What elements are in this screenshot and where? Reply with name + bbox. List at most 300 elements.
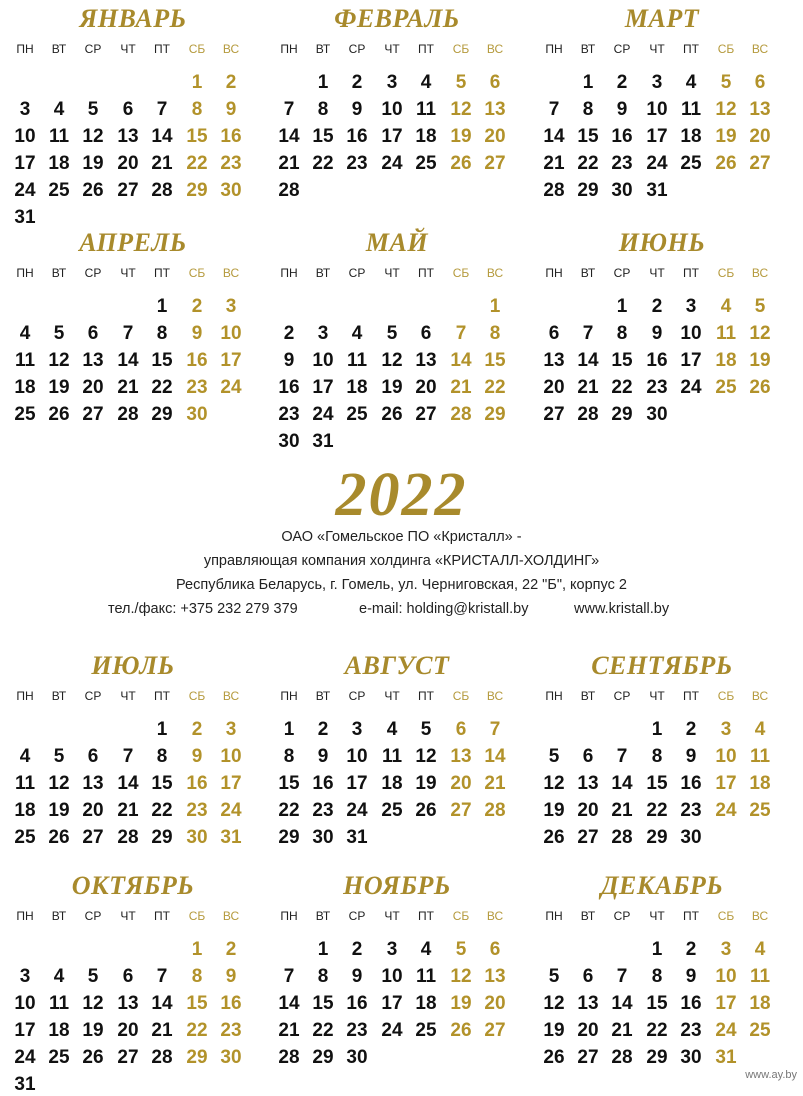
day-cell: 9 bbox=[317, 746, 329, 767]
day-cell: 1 bbox=[156, 296, 168, 317]
weekday-label: СР bbox=[348, 689, 366, 703]
weekday-label: ЧТ bbox=[384, 266, 400, 280]
day-cell: 4 bbox=[19, 746, 31, 767]
day-cell: 19 bbox=[48, 377, 70, 398]
day-cell: 12 bbox=[82, 126, 104, 147]
day-cell: 12 bbox=[749, 323, 771, 344]
day-cell: 13 bbox=[543, 350, 565, 371]
day-cell: 27 bbox=[82, 827, 104, 848]
day-cell: 21 bbox=[278, 1020, 300, 1041]
day-cell: 12 bbox=[82, 993, 104, 1014]
day-cell: 1 bbox=[156, 719, 168, 740]
day-cell: 16 bbox=[220, 993, 242, 1014]
month-name: ИЮЛЬ bbox=[91, 651, 175, 680]
day-cell: 17 bbox=[220, 773, 242, 794]
day-cell: 26 bbox=[82, 1047, 104, 1068]
day-cell: 14 bbox=[611, 993, 633, 1014]
day-cell: 2 bbox=[685, 719, 697, 740]
day-cell: 7 bbox=[616, 966, 628, 987]
day-cell: 27 bbox=[577, 1047, 599, 1068]
day-cell: 26 bbox=[450, 1020, 472, 1041]
weekday-label: ПТ bbox=[683, 909, 699, 923]
day-cell: 7 bbox=[122, 746, 134, 767]
weekday-label: ЧТ bbox=[649, 266, 665, 280]
day-cell: 11 bbox=[749, 966, 771, 987]
day-cell: 1 bbox=[616, 296, 628, 317]
day-cell: 23 bbox=[680, 1020, 702, 1041]
day-cell: 2 bbox=[225, 939, 237, 960]
day-cell: 5 bbox=[754, 296, 766, 317]
day-cell: 27 bbox=[577, 827, 599, 848]
day-cell: 28 bbox=[611, 827, 633, 848]
day-cell: 11 bbox=[415, 966, 437, 987]
day-cell: 30 bbox=[312, 827, 334, 848]
day-cell: 1 bbox=[283, 719, 295, 740]
day-cell: 9 bbox=[225, 99, 237, 120]
weekday-label: ВТ bbox=[580, 266, 596, 280]
day-cell: 13 bbox=[117, 126, 139, 147]
weekday-label: ВТ bbox=[580, 909, 596, 923]
day-cell: 10 bbox=[381, 99, 403, 120]
day-cell: 5 bbox=[87, 99, 99, 120]
weekday-label: СР bbox=[348, 909, 366, 923]
day-cell: 19 bbox=[48, 800, 70, 821]
day-cell: 30 bbox=[220, 180, 242, 201]
day-cell: 21 bbox=[611, 1020, 633, 1041]
day-cell: 2 bbox=[225, 72, 237, 93]
day-cell: 4 bbox=[53, 99, 65, 120]
weekday-label: ВТ bbox=[315, 909, 331, 923]
website-link[interactable]: www.kristall.by bbox=[574, 601, 670, 617]
day-cell: 10 bbox=[346, 746, 368, 767]
weekday-label: ПТ bbox=[418, 42, 434, 56]
day-cell: 3 bbox=[225, 719, 237, 740]
month-name: АВГУСТ bbox=[344, 651, 450, 680]
day-cell: 12 bbox=[543, 993, 565, 1014]
day-cell: 2 bbox=[351, 939, 363, 960]
day-cell: 30 bbox=[680, 1047, 702, 1068]
day-cell: 11 bbox=[346, 350, 368, 371]
day-cell: 3 bbox=[19, 966, 31, 987]
day-cell: 8 bbox=[651, 746, 663, 767]
day-cell: 24 bbox=[715, 1020, 737, 1041]
day-cell: 26 bbox=[543, 827, 565, 848]
day-cell: 30 bbox=[646, 404, 668, 425]
day-cell: 26 bbox=[82, 180, 104, 201]
day-cell: 21 bbox=[484, 773, 506, 794]
day-cell: 20 bbox=[117, 1020, 139, 1041]
day-cell: 5 bbox=[548, 966, 560, 987]
day-cell: 11 bbox=[749, 746, 771, 767]
weekday-label: ВТ bbox=[51, 689, 67, 703]
day-cell: 7 bbox=[122, 323, 134, 344]
day-cell: 4 bbox=[19, 323, 31, 344]
day-cell: 3 bbox=[19, 99, 31, 120]
day-cell: 21 bbox=[117, 800, 139, 821]
day-cell: 19 bbox=[543, 1020, 565, 1041]
day-cell: 24 bbox=[381, 1020, 403, 1041]
weekday-label: ПТ bbox=[418, 266, 434, 280]
day-cell: 24 bbox=[381, 153, 403, 174]
month-name: ОКТЯБРЬ bbox=[71, 871, 195, 900]
day-cell: 10 bbox=[646, 99, 668, 120]
day-cell: 5 bbox=[455, 939, 467, 960]
day-cell: 20 bbox=[484, 993, 506, 1014]
day-cell: 14 bbox=[151, 993, 173, 1014]
weekday-label: СБ bbox=[452, 909, 470, 923]
weekday-label: СБ bbox=[717, 689, 735, 703]
day-cell: 16 bbox=[186, 350, 208, 371]
day-cell: 20 bbox=[543, 377, 565, 398]
day-cell: 30 bbox=[346, 1047, 368, 1068]
day-cell: 30 bbox=[278, 431, 300, 452]
day-cell: 12 bbox=[715, 99, 737, 120]
weekday-label: ВТ bbox=[315, 689, 331, 703]
day-cell: 20 bbox=[415, 377, 437, 398]
day-cell: 28 bbox=[278, 180, 300, 201]
day-cell: 13 bbox=[484, 99, 506, 120]
weekday-label: ПН bbox=[16, 689, 34, 703]
day-cell: 18 bbox=[415, 126, 437, 147]
weekday-label: ВС bbox=[486, 689, 504, 703]
day-cell: 18 bbox=[381, 773, 403, 794]
day-cell: 28 bbox=[151, 180, 173, 201]
weekday-label: ПН bbox=[545, 909, 563, 923]
day-cell: 20 bbox=[484, 126, 506, 147]
month-name: ИЮНЬ bbox=[618, 228, 706, 257]
day-cell: 3 bbox=[720, 719, 732, 740]
day-cell: 6 bbox=[87, 323, 99, 344]
weekday-label: СР bbox=[613, 909, 631, 923]
day-cell: 3 bbox=[225, 296, 237, 317]
weekday-label: ВТ bbox=[580, 42, 596, 56]
day-cell: 5 bbox=[548, 746, 560, 767]
day-cell: 2 bbox=[191, 719, 203, 740]
weekday-label: ЧТ bbox=[120, 909, 136, 923]
month-name: НОЯБРЬ bbox=[343, 871, 451, 900]
day-cell: 30 bbox=[220, 1047, 242, 1068]
day-cell: 21 bbox=[577, 377, 599, 398]
day-cell: 3 bbox=[685, 296, 697, 317]
day-cell: 4 bbox=[53, 966, 65, 987]
day-cell: 11 bbox=[14, 350, 36, 371]
day-cell: 25 bbox=[346, 404, 368, 425]
day-cell: 4 bbox=[685, 72, 697, 93]
weekday-label: СБ bbox=[188, 266, 206, 280]
day-cell: 21 bbox=[117, 377, 139, 398]
day-cell: 10 bbox=[14, 126, 36, 147]
day-cell: 3 bbox=[386, 939, 398, 960]
weekday-label: ВС bbox=[222, 42, 240, 56]
day-cell: 28 bbox=[611, 1047, 633, 1068]
day-cell: 12 bbox=[48, 773, 70, 794]
day-cell: 24 bbox=[220, 800, 242, 821]
day-cell: 17 bbox=[381, 126, 403, 147]
weekday-label: ЧТ bbox=[649, 909, 665, 923]
day-cell: 29 bbox=[186, 1047, 208, 1068]
month-name: МАРТ bbox=[624, 4, 700, 33]
day-cell: 30 bbox=[186, 827, 208, 848]
day-cell: 13 bbox=[117, 993, 139, 1014]
day-cell: 14 bbox=[278, 126, 300, 147]
day-cell: 29 bbox=[278, 827, 300, 848]
day-cell: 31 bbox=[14, 207, 36, 228]
weekday-label: СБ bbox=[188, 42, 206, 56]
day-cell: 19 bbox=[82, 153, 104, 174]
weekday-label: ЧТ bbox=[120, 689, 136, 703]
weekday-label: ПТ bbox=[154, 689, 170, 703]
day-cell: 24 bbox=[220, 377, 242, 398]
day-cell: 21 bbox=[151, 1020, 173, 1041]
day-cell: 10 bbox=[220, 323, 242, 344]
day-cell: 15 bbox=[312, 993, 334, 1014]
day-cell: 15 bbox=[151, 773, 173, 794]
weekday-label: ПН bbox=[16, 266, 34, 280]
day-cell: 5 bbox=[420, 719, 432, 740]
day-cell: 11 bbox=[415, 99, 437, 120]
day-cell: 25 bbox=[48, 180, 70, 201]
day-cell: 18 bbox=[749, 773, 771, 794]
day-cell: 28 bbox=[577, 404, 599, 425]
day-cell: 27 bbox=[450, 800, 472, 821]
day-cell: 4 bbox=[386, 719, 398, 740]
day-cell: 11 bbox=[715, 323, 737, 344]
day-cell: 29 bbox=[151, 827, 173, 848]
day-cell: 22 bbox=[577, 153, 599, 174]
day-cell: 5 bbox=[720, 72, 732, 93]
day-cell: 16 bbox=[186, 773, 208, 794]
day-cell: 19 bbox=[749, 350, 771, 371]
day-cell: 3 bbox=[651, 72, 663, 93]
day-cell: 31 bbox=[346, 827, 368, 848]
weekday-label: ПН bbox=[16, 909, 34, 923]
weekday-label: ВС bbox=[222, 909, 240, 923]
weekday-label: ПТ bbox=[683, 42, 699, 56]
day-cell: 9 bbox=[283, 350, 295, 371]
day-cell: 14 bbox=[577, 350, 599, 371]
day-cell: 6 bbox=[582, 746, 594, 767]
day-cell: 28 bbox=[484, 800, 506, 821]
day-cell: 19 bbox=[381, 377, 403, 398]
month-name: СЕНТЯБРЬ bbox=[591, 651, 733, 680]
day-cell: 9 bbox=[191, 746, 203, 767]
weekday-label: ВТ bbox=[315, 266, 331, 280]
month-name: ДЕКАБРЬ bbox=[600, 871, 724, 900]
day-cell: 1 bbox=[317, 72, 329, 93]
day-cell: 14 bbox=[117, 773, 139, 794]
weekday-label: СБ bbox=[717, 266, 735, 280]
day-cell: 13 bbox=[577, 993, 599, 1014]
day-cell: 8 bbox=[283, 746, 295, 767]
day-cell: 26 bbox=[543, 1047, 565, 1068]
weekday-label: ЧТ bbox=[649, 689, 665, 703]
day-cell: 1 bbox=[651, 719, 663, 740]
month-name: МАЙ bbox=[365, 228, 429, 257]
watermark: www.ay.by bbox=[745, 1069, 797, 1081]
day-cell: 26 bbox=[450, 153, 472, 174]
day-cell: 12 bbox=[543, 773, 565, 794]
day-cell: 30 bbox=[186, 404, 208, 425]
day-cell: 23 bbox=[346, 1020, 368, 1041]
day-cell: 8 bbox=[317, 99, 329, 120]
day-cell: 29 bbox=[577, 180, 599, 201]
day-cell: 7 bbox=[455, 323, 467, 344]
day-cell: 17 bbox=[14, 1020, 36, 1041]
day-cell: 2 bbox=[191, 296, 203, 317]
email-address: e-mail: holding@kristall.by bbox=[359, 601, 529, 617]
day-cell: 19 bbox=[415, 773, 437, 794]
day-cell: 17 bbox=[14, 153, 36, 174]
day-cell: 15 bbox=[484, 350, 506, 371]
day-cell: 24 bbox=[346, 800, 368, 821]
day-cell: 14 bbox=[117, 350, 139, 371]
weekday-label: ЧТ bbox=[384, 42, 400, 56]
day-cell: 6 bbox=[582, 966, 594, 987]
day-cell: 12 bbox=[381, 350, 403, 371]
weekday-label: СР bbox=[84, 689, 102, 703]
day-cell: 11 bbox=[381, 746, 403, 767]
day-cell: 16 bbox=[680, 773, 702, 794]
month-name: ЯНВАРЬ bbox=[79, 4, 187, 33]
weekday-label: ЧТ bbox=[120, 42, 136, 56]
day-cell: 25 bbox=[715, 377, 737, 398]
weekday-label: ПН bbox=[545, 266, 563, 280]
day-cell: 19 bbox=[82, 1020, 104, 1041]
day-cell: 31 bbox=[715, 1047, 737, 1068]
day-cell: 4 bbox=[720, 296, 732, 317]
day-cell: 26 bbox=[48, 827, 70, 848]
day-cell: 29 bbox=[646, 1047, 668, 1068]
day-cell: 25 bbox=[749, 800, 771, 821]
day-cell: 27 bbox=[484, 153, 506, 174]
day-cell: 17 bbox=[646, 126, 668, 147]
weekday-label: СР bbox=[84, 266, 102, 280]
day-cell: 19 bbox=[715, 126, 737, 147]
day-cell: 25 bbox=[415, 1020, 437, 1041]
weekday-label: ЧТ bbox=[649, 42, 665, 56]
weekday-label: ПН bbox=[16, 42, 34, 56]
day-cell: 22 bbox=[611, 377, 633, 398]
weekday-label: СБ bbox=[188, 909, 206, 923]
day-cell: 18 bbox=[14, 377, 36, 398]
day-cell: 13 bbox=[82, 350, 104, 371]
day-cell: 6 bbox=[122, 966, 134, 987]
day-cell: 4 bbox=[351, 323, 363, 344]
day-cell: 1 bbox=[489, 296, 501, 317]
day-cell: 20 bbox=[749, 126, 771, 147]
day-cell: 29 bbox=[312, 1047, 334, 1068]
day-cell: 2 bbox=[283, 323, 295, 344]
day-cell: 24 bbox=[646, 153, 668, 174]
day-cell: 28 bbox=[117, 827, 139, 848]
day-cell: 8 bbox=[616, 323, 628, 344]
day-cell: 14 bbox=[484, 746, 506, 767]
day-cell: 12 bbox=[450, 966, 472, 987]
day-cell: 23 bbox=[346, 153, 368, 174]
day-cell: 6 bbox=[489, 72, 501, 93]
day-cell: 27 bbox=[117, 1047, 139, 1068]
day-cell: 14 bbox=[151, 126, 173, 147]
day-cell: 17 bbox=[220, 350, 242, 371]
day-cell: 22 bbox=[151, 377, 173, 398]
day-cell: 23 bbox=[611, 153, 633, 174]
day-cell: 31 bbox=[646, 180, 668, 201]
day-cell: 16 bbox=[646, 350, 668, 371]
day-cell: 24 bbox=[14, 180, 36, 201]
day-cell: 3 bbox=[351, 719, 363, 740]
weekday-label: ВС bbox=[751, 689, 769, 703]
day-cell: 19 bbox=[450, 993, 472, 1014]
day-cell: 17 bbox=[346, 773, 368, 794]
day-cell: 8 bbox=[156, 323, 168, 344]
day-cell: 10 bbox=[680, 323, 702, 344]
day-cell: 30 bbox=[680, 827, 702, 848]
weekday-label: ПТ bbox=[683, 266, 699, 280]
day-cell: 19 bbox=[450, 126, 472, 147]
day-cell: 16 bbox=[312, 773, 334, 794]
day-cell: 27 bbox=[484, 1020, 506, 1041]
day-cell: 20 bbox=[450, 773, 472, 794]
day-cell: 13 bbox=[415, 350, 437, 371]
weekday-label: СБ bbox=[452, 689, 470, 703]
day-cell: 26 bbox=[749, 377, 771, 398]
day-cell: 28 bbox=[450, 404, 472, 425]
day-cell: 1 bbox=[191, 939, 203, 960]
day-cell: 16 bbox=[278, 377, 300, 398]
day-cell: 25 bbox=[415, 153, 437, 174]
day-cell: 27 bbox=[749, 153, 771, 174]
weekday-label: СБ bbox=[452, 42, 470, 56]
day-cell: 27 bbox=[117, 180, 139, 201]
day-cell: 15 bbox=[646, 773, 668, 794]
day-cell: 3 bbox=[386, 72, 398, 93]
day-cell: 21 bbox=[543, 153, 565, 174]
weekday-label: СБ bbox=[717, 42, 735, 56]
day-cell: 7 bbox=[283, 966, 295, 987]
day-cell: 11 bbox=[48, 126, 70, 147]
weekday-label: СР bbox=[84, 909, 102, 923]
day-cell: 17 bbox=[381, 993, 403, 1014]
day-cell: 8 bbox=[191, 966, 203, 987]
day-cell: 14 bbox=[278, 993, 300, 1014]
day-cell: 1 bbox=[582, 72, 594, 93]
day-cell: 23 bbox=[220, 153, 242, 174]
weekday-label: ПТ bbox=[154, 42, 170, 56]
day-cell: 1 bbox=[651, 939, 663, 960]
day-cell: 13 bbox=[484, 966, 506, 987]
weekday-label: ВТ bbox=[315, 42, 331, 56]
weekday-label: ВС bbox=[751, 266, 769, 280]
day-cell: 22 bbox=[151, 800, 173, 821]
day-cell: 25 bbox=[48, 1047, 70, 1068]
day-cell: 18 bbox=[680, 126, 702, 147]
day-cell: 22 bbox=[646, 1020, 668, 1041]
day-cell: 15 bbox=[646, 993, 668, 1014]
weekday-label: СР bbox=[84, 42, 102, 56]
phone-fax: тел./факс: +375 232 279 379 bbox=[108, 601, 298, 617]
day-cell: 7 bbox=[582, 323, 594, 344]
day-cell: 5 bbox=[53, 323, 65, 344]
day-cell: 8 bbox=[489, 323, 501, 344]
weekday-label: ВС bbox=[222, 266, 240, 280]
weekday-label: СР bbox=[348, 266, 366, 280]
day-cell: 12 bbox=[48, 350, 70, 371]
day-cell: 10 bbox=[715, 966, 737, 987]
day-cell: 15 bbox=[186, 126, 208, 147]
weekday-label: ВТ bbox=[51, 42, 67, 56]
day-cell: 21 bbox=[278, 153, 300, 174]
day-cell: 11 bbox=[14, 773, 36, 794]
